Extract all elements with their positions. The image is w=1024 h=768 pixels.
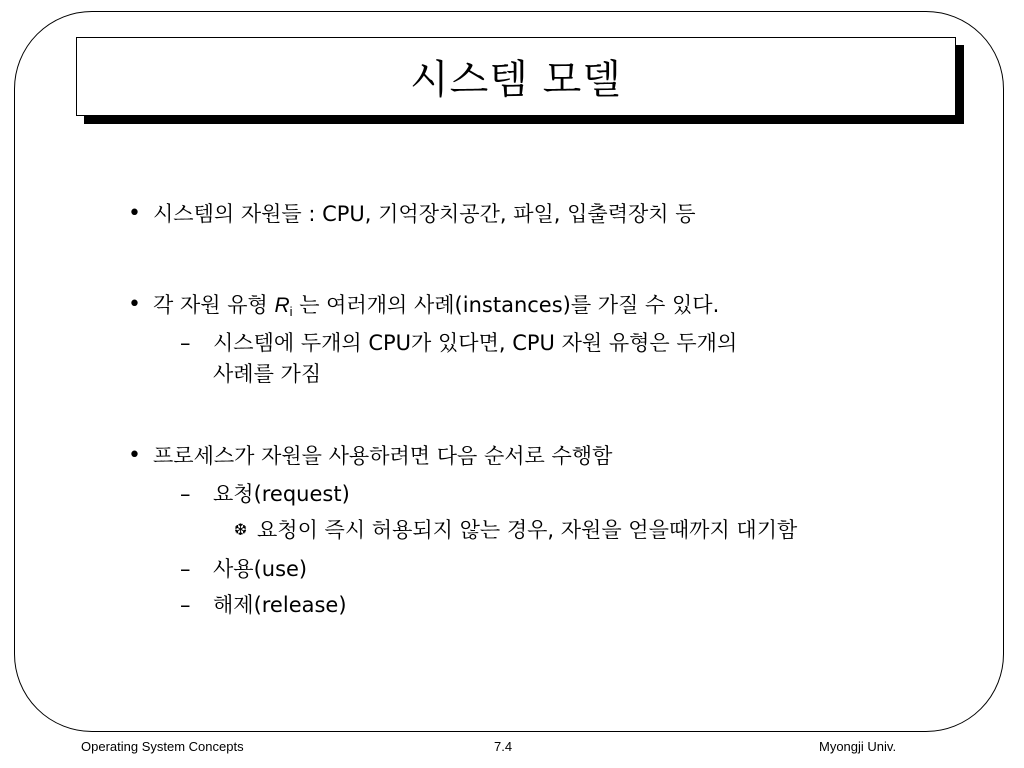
- dash-marker: –: [180, 331, 191, 355]
- subitem-text-cpu-line2: 사례를 가짐: [213, 362, 322, 386]
- subitem-text-release: 해제(release): [213, 593, 347, 617]
- dash-marker: –: [180, 482, 191, 506]
- bullet-text-process: 프로세스가 자원을 사용하려면 다음 순서로 수행함: [153, 444, 613, 468]
- bullet-marker: •: [128, 201, 141, 226]
- slide-title: 시스템 모델: [410, 57, 622, 103]
- resource-variable: R: [274, 294, 290, 317]
- dash-marker: –: [180, 593, 191, 617]
- bullet-marker: •: [128, 443, 141, 468]
- resource-subscript: i: [289, 304, 293, 319]
- footer-page-number: 7.4: [494, 739, 513, 754]
- footer-course-title: Operating System Concepts: [81, 739, 244, 754]
- footer-university: Myongji Univ.: [819, 739, 897, 754]
- subitem-text-request: 요청(request): [213, 482, 350, 506]
- subitem-text-use: 사용(use): [213, 557, 308, 581]
- dash-marker: –: [180, 557, 191, 581]
- snowflake-icon: ❆: [234, 520, 248, 539]
- bullet-text-instances: [153, 292, 719, 325]
- bullet-text-resources: 시스템의 자원들 : CPU, 기억장치공간, 파일, 입출력장치 등: [153, 202, 696, 226]
- bullet-text-part: 각 자원 유형: [153, 293, 275, 317]
- bullet-text-part: 는 여러개의 사례(instances)를 가질 수 있다.: [292, 293, 720, 317]
- subitem-text-cpu-line1: 시스템에 두개의 CPU가 있다면, CPU 자원 유형은 두개의: [213, 331, 738, 355]
- note-text-wait: 요청이 즉시 허용되지 않는 경우, 자원을 얻을때까지 대기함: [257, 518, 798, 542]
- bullet-marker: •: [128, 292, 141, 317]
